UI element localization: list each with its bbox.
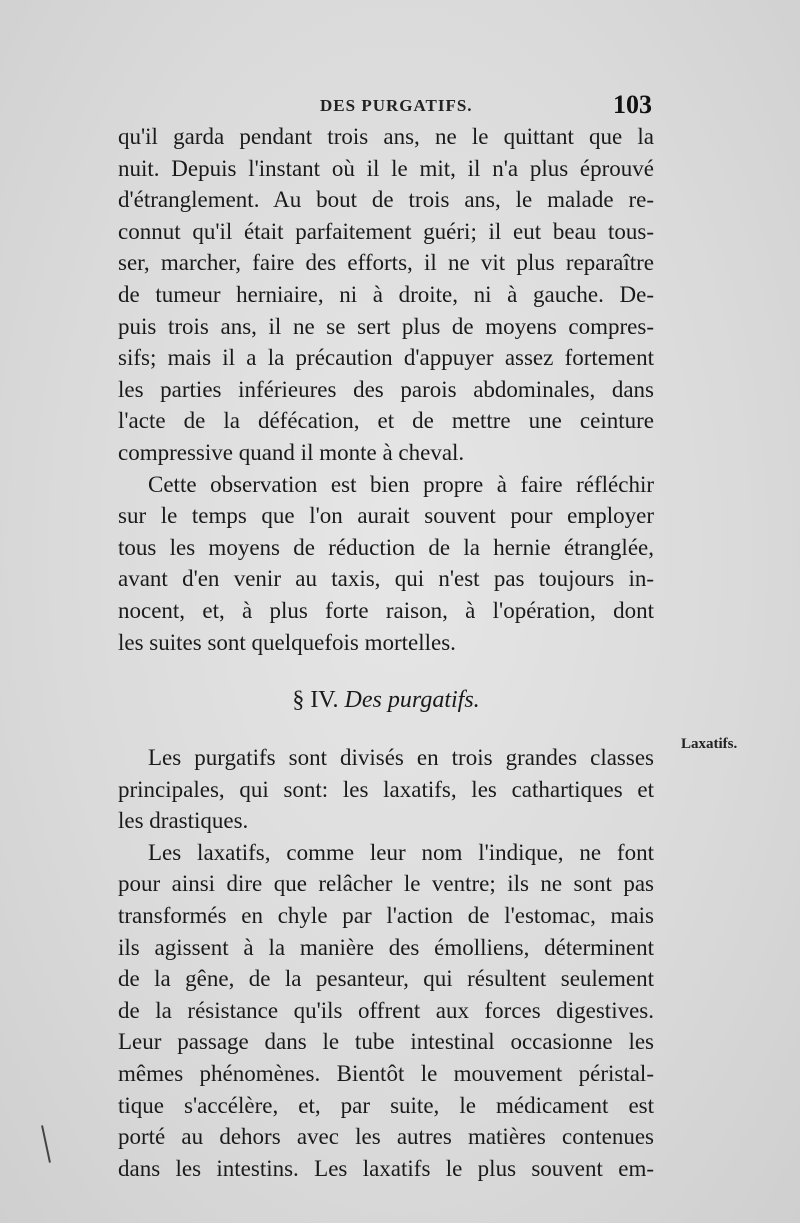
page-edge-mark: [41, 1125, 51, 1163]
text-line: pour ainsi dire que relâcher le ventre; ils ne sont pas: [118, 871, 654, 897]
text-line: Cette observation est bien propre à faire réfléchir: [148, 471, 654, 497]
text-line: transformés en chyle par l'action de l'estomac, mais: [118, 903, 654, 929]
section-heading: [118, 658, 654, 742]
text-line: nuit. Depuis l'instant où il le mit, il n'a plus éprouvé: [118, 155, 654, 181]
text-line: Les laxatifs, comme leur nom l'indique, ne font: [148, 839, 654, 865]
text-line: les suites sont quelquefois mortelles.: [118, 629, 456, 655]
text-line: principales, qui sont: les laxatifs, les cathartiques et: [118, 776, 654, 802]
text-line: l'acte de la défécation, et de mettre une ceinture: [118, 408, 654, 434]
section-title: Des purgatifs.: [344, 687, 480, 714]
text-line: ils agissent à la manière des émolliens, déterminent: [118, 934, 654, 960]
text-line: nocent, et, à plus forte raison, à l'opération, dont: [118, 597, 654, 623]
text-line: ser, marcher, faire des efforts, il ne vit plus reparaître: [118, 250, 654, 276]
text-line: les parties inférieures des parois abdominales, dans: [118, 376, 654, 402]
margin-note: Laxatifs.: [681, 736, 738, 752]
text-line: tique s'accélère, et, par suite, le médicament est: [118, 1092, 654, 1118]
text-line: Leur passage dans le tube intestinal occasionne les: [118, 1029, 654, 1055]
text-line: de la résistance qu'ils offrent aux forces digestives.: [118, 997, 654, 1023]
text-line: Les purgatifs sont divisés en trois grandes classes: [148, 745, 654, 771]
text-line: tous les moyens de réduction de la hernie étranglée,: [118, 534, 654, 560]
text-line: de la gêne, de la pesanteur, qui résultent seulement: [118, 966, 654, 992]
running-head: DES PURGATIFS.: [320, 96, 473, 115]
text-line: avant d'en venir au taxis, qui n'est pas toujours in-: [118, 566, 654, 592]
text-line: compressive quand il monte à cheval.: [118, 439, 465, 465]
text-line: puis trois ans, il ne se sert plus de moyens compres-: [118, 313, 654, 339]
text-line: porté au dehors avec les autres matières contenues: [118, 1124, 654, 1150]
body-text: [118, 121, 654, 1184]
text-line: de tumeur herniaire, ni à droite, ni à gauche. De-: [118, 281, 654, 307]
text-line: qu'il garda pendant trois ans, ne le quittant que la: [118, 124, 654, 149]
text-line: connut qu'il était parfaitement guéri; il eut beau tous-: [118, 218, 654, 244]
text-line: mêmes phénomènes. Bientôt le mouvement péristal-: [118, 1061, 654, 1087]
text-line: sur le temps que l'on aurait souvent pour employer: [118, 503, 654, 529]
text-line: d'étranglement. Au bout de trois ans, le malade re-: [118, 187, 654, 213]
page-number: 103: [613, 90, 652, 119]
text-line: dans les intestins. Les laxatifs le plus souvent em-: [118, 1155, 654, 1181]
page-header: [120, 90, 652, 124]
text-line: les drastiques.: [118, 808, 249, 834]
section-number: § IV.: [292, 687, 339, 714]
text-line: sifs; mais il a la précaution d'appuyer assez fortement: [118, 345, 654, 371]
